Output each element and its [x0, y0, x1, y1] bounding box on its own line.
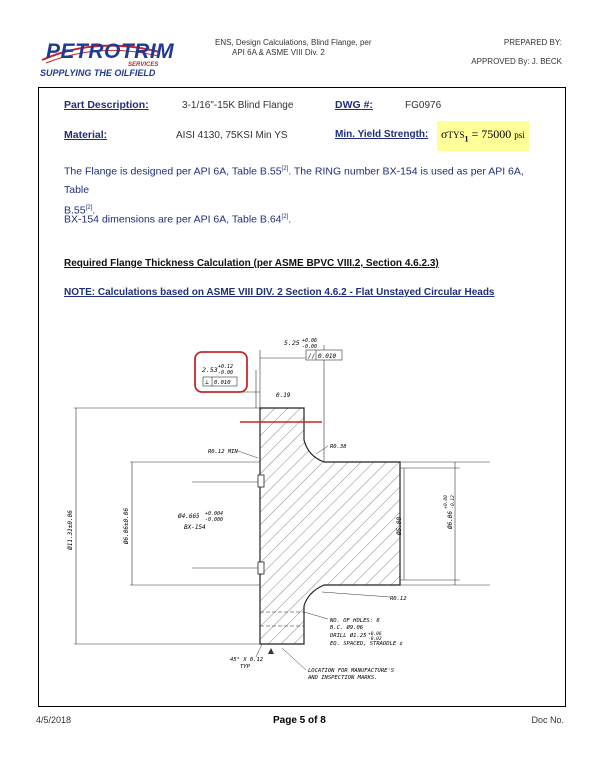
dim-5-25-tol-bot: -0.00 [302, 344, 318, 350]
r012-min: R0.12 MIN [208, 449, 238, 455]
footer-date: 4/5/2018 [36, 715, 72, 725]
dim-2-53-tol-top: +0.12 [218, 364, 234, 370]
ring-groove-bottom [258, 562, 264, 574]
company-logo [36, 34, 175, 80]
perp-tolerance: 0.010 [214, 380, 231, 386]
dia-11-31: Ø11.31±0.06 [67, 510, 74, 550]
yield-index: 1 [464, 134, 469, 144]
flange-drawing [60, 330, 540, 690]
yield-formula [437, 121, 529, 151]
ring-number: BX-154 [184, 524, 206, 531]
dwg-value: FG0976 [405, 100, 442, 111]
para1-text-d: . [92, 204, 96, 216]
yield-symbol: σ [441, 127, 448, 141]
r012: R0.12 [390, 596, 407, 602]
yield-eq: = 75000 [471, 127, 512, 141]
reference-2c: [2] [281, 214, 289, 220]
dia-4-665: Ø4.665 [178, 513, 200, 520]
r038: R0.38 [330, 444, 347, 450]
dwg-label: DWG #: [335, 99, 373, 111]
chamfer: 45° X 0.12 [230, 657, 264, 663]
doc-title-line2: API 6A & ASME VIII Div. 2 [232, 48, 325, 57]
dim-2-53: 2.53 [202, 366, 218, 374]
dim-2-53-tol-bot: -0.00 [218, 370, 234, 376]
location-note-1: LOCATION FOR MANUFACTURE'S [308, 668, 395, 674]
part-description-value: 3-1/16"-15K Blind Flange [182, 100, 294, 111]
prepared-by: PREPARED BY: [503, 38, 562, 47]
yield-sub: TYS [447, 130, 465, 140]
doc-title-line1: ENS, Design Calculations, Blind Flange, per [215, 38, 372, 47]
calc-note: NOTE: Calculations based on ASME VIII DIV. 2 Section 4.6.2 - Flat Unstayed Circular Heads [64, 287, 495, 298]
flat-tolerance: 0.010 [318, 353, 337, 360]
dia-6-06-right: Ø6.06 [447, 510, 454, 530]
yield-unit: psi [514, 130, 525, 140]
mark-arrow-icon [268, 648, 274, 654]
logo-services: SERVICES [128, 62, 159, 68]
chamfer-typ: TYP [240, 664, 250, 670]
material-label: Material: [64, 129, 108, 141]
approved-by: APPROVED By: J. BECK [471, 57, 562, 66]
para2-text-a: BX-154 dimensions are per API 6A, Table B.64 [64, 213, 282, 226]
dia-5-00: Ø5.00 [396, 516, 403, 536]
drill-size: DRILL Ø1.25 [330, 633, 367, 639]
holes-count: NO. OF HOLES: 8 [330, 618, 380, 624]
yield-label: Min. Yield Strength: [335, 129, 429, 140]
svg-text://: // [308, 353, 316, 360]
paragraph-bx154 [64, 208, 534, 229]
para1-text-a: The Flange is designed per API 6A, Table B.55 [64, 165, 282, 178]
location-note-2: AND INSPECTION MARKS. [308, 675, 378, 681]
dim-5-25: 5.25 [284, 339, 300, 347]
logo-word: PETROTRIM [46, 40, 175, 63]
dia-4-665-tol-bot: -0.000 [205, 517, 224, 523]
para1-text-c: B.55 [64, 204, 86, 216]
dia-6-06-right-tol-bot: -0.12 [451, 495, 456, 509]
reference-2b: [2] [85, 204, 93, 211]
footer-page: Page 5 of 8 [273, 715, 326, 726]
dia-6-06: Ø6.06±0.06 [123, 507, 130, 545]
ring-groove-top [258, 475, 264, 487]
dia-6-06-right-tol-top: +0.00 [444, 495, 449, 509]
section-heading: Required Flange Thickness Calculation (per ASME BPVC VIII.2, Section 4.6.2.3) [64, 258, 439, 269]
footer-doc-no: Doc No. [531, 715, 564, 725]
dim-0-19: 0.19 [276, 392, 291, 399]
hole-spacing: EQ. SPACED, STRADDLE ¢ [330, 641, 403, 647]
dia-4-665-tol-top: +0.004 [205, 511, 224, 517]
material-value: AISI 4130, 75KSI Min YS [176, 130, 288, 141]
para2-text-b: . [288, 213, 292, 226]
dim-5-25-tol-top: +0.06 [302, 338, 318, 344]
reference-2: [2] [281, 166, 289, 172]
part-description-label: Part Description: [64, 99, 149, 111]
drill-tol-top: +0.06 [368, 632, 382, 637]
drill-tol-bot: -0.02 [368, 637, 382, 642]
logo-tagline: SUPPLYING THE OILFIELD [40, 68, 156, 78]
para1-text-b: . The RING number BX-154 is used as per API 6A, Table [64, 165, 524, 196]
svg-text:⊥: ⊥ [205, 379, 209, 386]
bolt-circle: B.C. Ø9.06 [330, 625, 364, 631]
